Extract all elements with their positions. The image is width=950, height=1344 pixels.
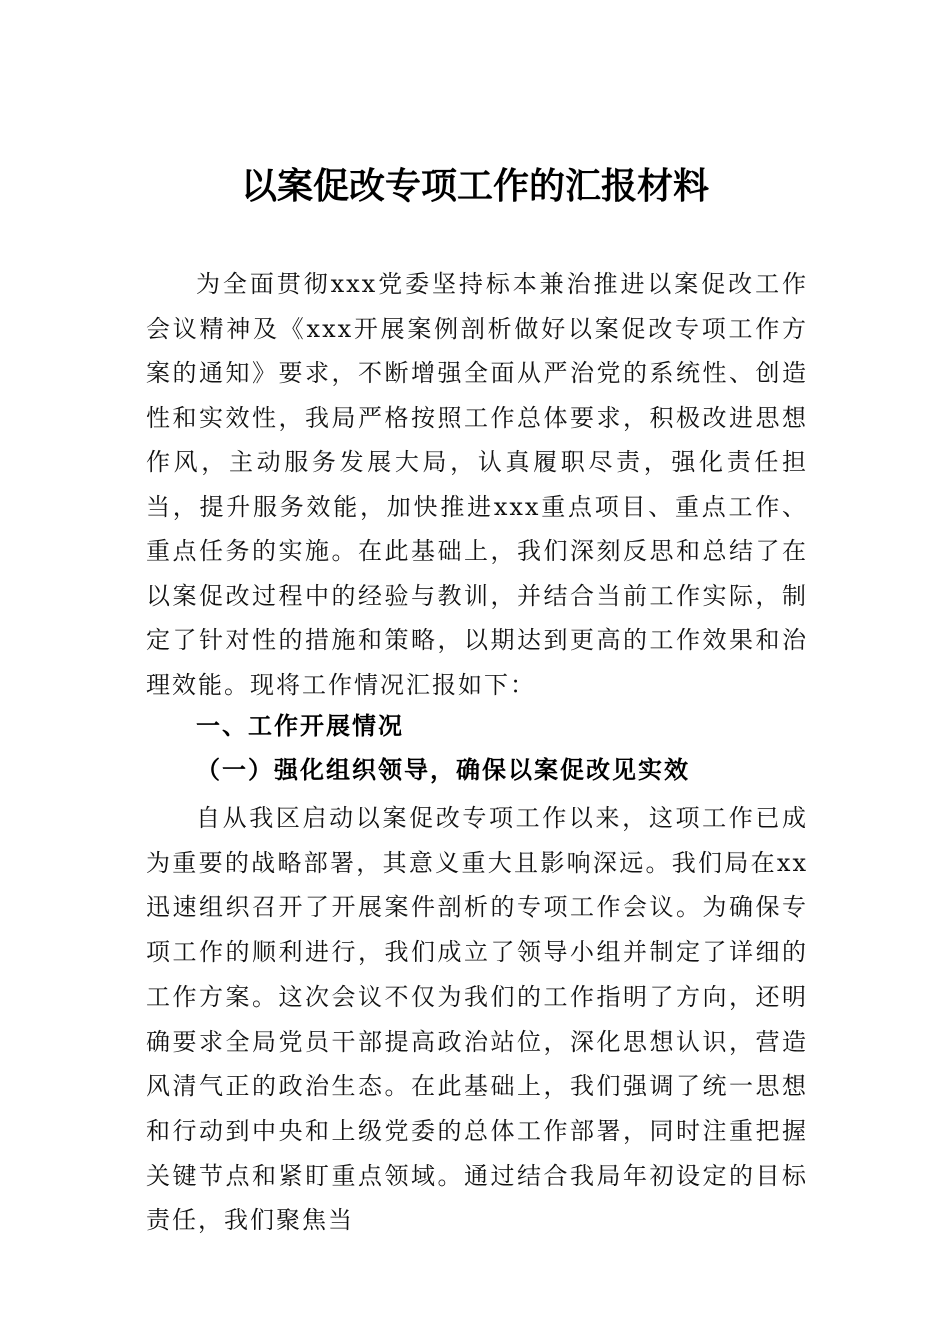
- intro-paragraph: 为全面贯彻xxx党委坚持标本兼治推进以案促改工作会议精神及《xxx开展案例剖析做好以案促改专项工作方案的通知》要求，不断增强全面从严治党的系统性、创造性和实效性，我局严格按照工作总体要求，积极改进思想作风，主动服务发展大局，认真履职尽责，强化责任担当，提升服务效能，加快推进xxx重点项目、重点工作、重点任务的实施。在此基础上，我们深刻反思和总结了在以案促改过程中的经验与教训，并结合当前工作实际，制定了针对性的措施和策略，以期达到更高的工作效果和治理效能。现将工作情况汇报如下：: [146, 270, 808, 699]
- document-title: 以案促改专项工作的汇报材料: [240, 165, 709, 207]
- section-heading: 一、工作开展情况: [196, 712, 404, 740]
- subsection-paragraph: 自从我区启动以案促改专项工作以来，这项工作已成为重要的战略部署，其意义重大且影响深远。我们局在xx迅速组织召开了开展案件剖析的专项工作会议。为确保专项工作的顺利进行，我们成立了领导小组并制定了详细的工作方案。这次会议不仅为我们的工作指明了方向，还明确要求全局党员干部提高政治站位，深化思想认识，营造风清气正的政治生态。在此基础上，我们强调了统一思想和行动到中央和上级党委的总体工作部署，同时注重把握关键节点和紧盯重点领域。通过结合我局年初设定的目标责任，我们聚焦当: [146, 804, 808, 1235]
- subsection-heading: （一）强化组织领导，确保以案促改见实效: [196, 755, 690, 784]
